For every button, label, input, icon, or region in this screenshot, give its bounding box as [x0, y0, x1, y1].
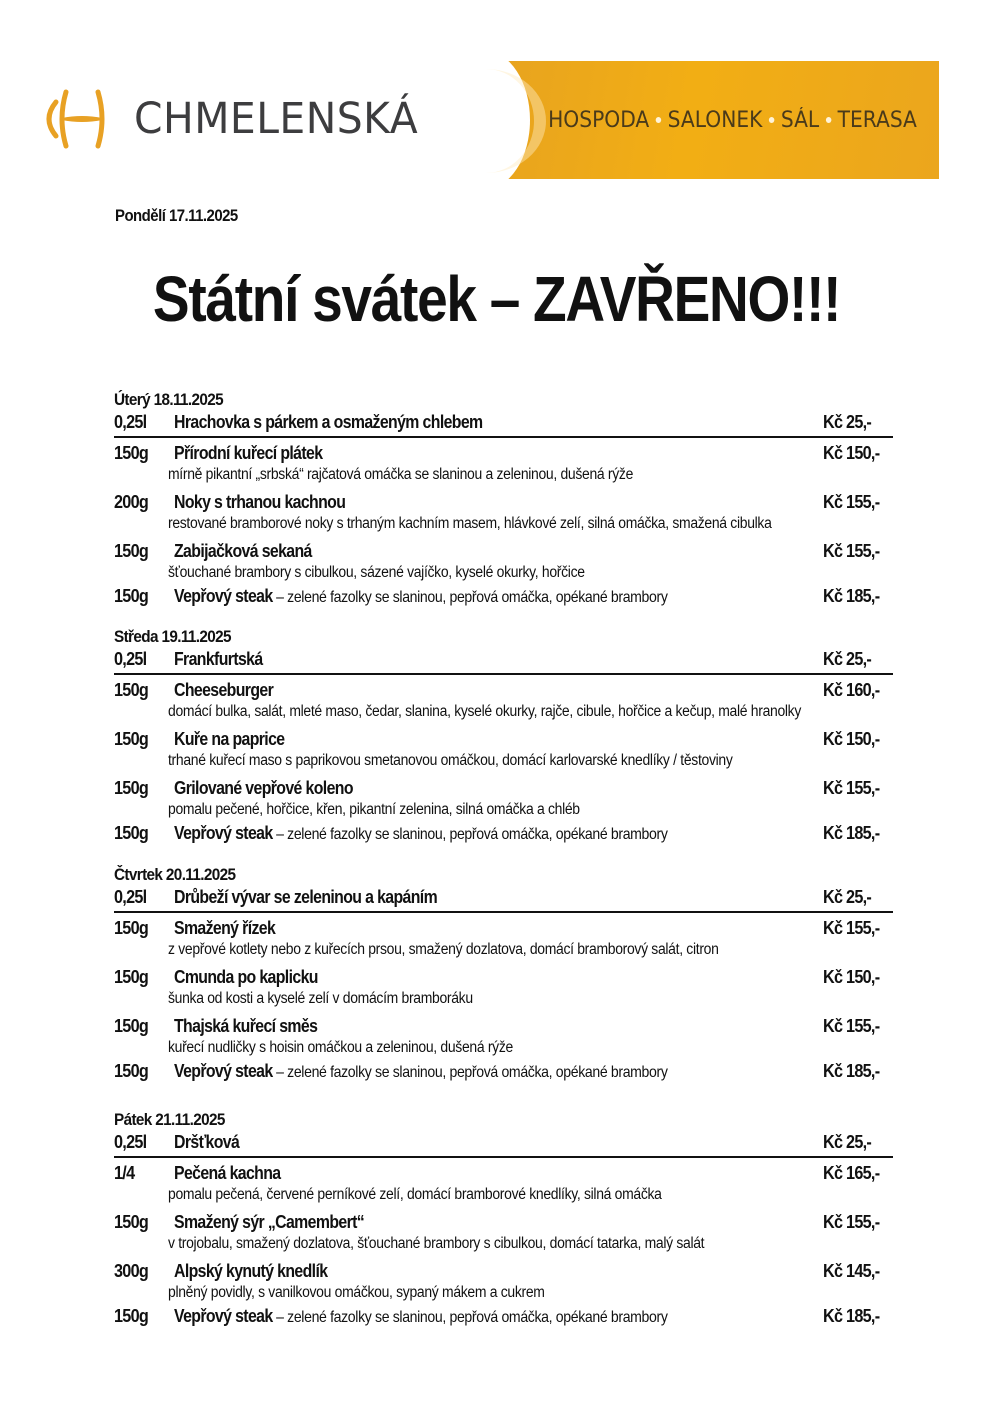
- day-section: [114, 389, 893, 608]
- item-price: Kč 155,-: [823, 778, 880, 798]
- item-name: Vepřový steak: [174, 586, 273, 606]
- item-name: Thajská kuřecí směs: [174, 1016, 318, 1036]
- item-name: Drůbeží vývar se zeleninou a kapáním: [174, 887, 438, 907]
- menu-item: [114, 540, 893, 563]
- item-name: Cheeseburger: [174, 680, 274, 700]
- banner-item: SALONEK: [667, 107, 763, 133]
- item-description: [114, 940, 815, 962]
- item-price: Kč 25,-: [823, 649, 872, 669]
- item-description-text: mírně pikantní „srbská“ rajčatová omáčka se slaninou a zeleninou, dušená rýže: [168, 466, 634, 483]
- item-price: Kč 185,-: [823, 823, 880, 843]
- item-description-text: z vepřové kotlety nebo z kuřecích prsou, smažený dozlatova, domácí bramborový salát, citron: [168, 941, 719, 958]
- item-price: Kč 25,-: [823, 887, 872, 907]
- day-section: [114, 1109, 893, 1328]
- item-price: Kč 150,-: [823, 967, 880, 987]
- item-quantity: 200g: [114, 492, 149, 512]
- day-title: Úterý 18.11.2025: [114, 390, 224, 409]
- item-description-text: plněný povidly, s vanilkovou omáčkou, sypaný mákem a cukrem: [168, 1284, 545, 1301]
- bullet-icon: [826, 117, 832, 123]
- item-description: [114, 751, 815, 773]
- item-price: Kč 155,-: [823, 1016, 880, 1036]
- item-name: Alpský kynutý knedlík: [174, 1261, 328, 1281]
- item-description-text: pomalu pečené, hořčice, křen, pikantní zelenina, silná omáčka a chléb: [168, 801, 580, 818]
- item-quantity: 0,25l: [114, 887, 147, 907]
- menu-item: [114, 917, 893, 940]
- item-price: Kč 160,-: [823, 680, 880, 700]
- item-quantity: 300g: [114, 1261, 149, 1281]
- item-description: – zelené fazolky se slaninou, pepřová omáčka, opékané brambory: [272, 1309, 668, 1326]
- item-name: Hrachovka s párkem a osmaženým chlebem: [174, 412, 483, 432]
- banner-item: TERASA: [837, 107, 917, 133]
- item-quantity: 150g: [114, 729, 149, 749]
- logo-text: CHMELENSKÁ: [134, 94, 419, 144]
- menu-item-steak: [114, 1060, 893, 1083]
- item-description: [114, 514, 815, 536]
- menu-item: [114, 966, 893, 989]
- item-price: Kč 145,-: [823, 1261, 880, 1281]
- item-price: Kč 155,-: [823, 492, 880, 512]
- item-name: Cmunda po kaplicku: [174, 967, 318, 987]
- item-description-text: restované bramborové noky s trhaným kachním masem, hlávkové zelí, silná omáčka, smažená cibulka: [168, 515, 772, 532]
- item-description-text: pomalu pečená, červené perníkové zelí, domácí bramborové knedlíky, silná omáčka: [168, 1186, 662, 1203]
- item-description-text: domácí bulka, salát, mleté maso, čedar, slanina, kyselé okurky, rajče, cibule, hořčice a kečup, malé hranolky: [168, 703, 802, 720]
- item-name: Přírodní kuřecí plátek: [174, 443, 323, 463]
- item-price: Kč 185,-: [823, 1061, 880, 1081]
- item-quantity: 150g: [114, 1212, 149, 1232]
- menu-item-steak: [114, 1305, 893, 1328]
- item-name: Grilované vepřové koleno: [174, 778, 353, 798]
- item-quantity: 150g: [114, 443, 149, 463]
- bullet-icon: [656, 117, 662, 123]
- item-name-with-description: [174, 1060, 668, 1084]
- soup-row: [114, 648, 893, 675]
- day-title: Pátek 21.11.2025: [114, 1110, 225, 1129]
- item-description: [114, 1283, 815, 1305]
- bullet-icon: [769, 117, 775, 123]
- item-description: [114, 989, 815, 1011]
- item-description-text: šunka od kosti a kyselé zelí v domácím bramboráku: [168, 990, 473, 1007]
- menu-item: [114, 442, 893, 465]
- item-quantity: 0,25l: [114, 412, 147, 432]
- item-price: Kč 155,-: [823, 541, 880, 561]
- item-name: Vepřový steak: [174, 1306, 273, 1326]
- item-name-with-description: [174, 1305, 668, 1329]
- header-banner: [486, 61, 939, 179]
- item-quantity: 150g: [114, 586, 149, 606]
- item-name: Dršťková: [174, 1132, 240, 1152]
- item-description-text: v trojobalu, smažený dozlatova, šťouchané brambory s cibulkou, domácí tatarka, malý salát: [168, 1235, 705, 1252]
- menu-item: [114, 1260, 893, 1283]
- item-description: [114, 563, 815, 585]
- item-price: Kč 25,-: [823, 1132, 872, 1152]
- day-section: [114, 864, 893, 1083]
- item-quantity: 150g: [114, 778, 149, 798]
- item-quantity: 150g: [114, 918, 149, 938]
- hop-logo-icon: [40, 88, 116, 150]
- banner-arc-decoration: [486, 69, 546, 173]
- menu-item-steak: [114, 822, 893, 845]
- item-description: – zelené fazolky se slaninou, pepřová omáčka, opékané brambory: [272, 1064, 668, 1081]
- item-price: Kč 165,-: [823, 1163, 880, 1183]
- menu-item: [114, 1162, 893, 1185]
- menu-item-steak: [114, 585, 893, 608]
- item-price: Kč 25,-: [823, 412, 872, 432]
- banner-text: [543, 61, 923, 179]
- item-name: Frankfurtská: [174, 649, 263, 669]
- item-description-text: trhané kuřecí maso s paprikovou smetanovou omáčkou, domácí karlovarské knedlíky / těstoviny: [168, 752, 733, 769]
- item-description-text: šťouchané brambory s cibulkou, sázené vajíčko, kyselé okurky, hořčice: [168, 564, 585, 581]
- item-quantity: 150g: [114, 541, 149, 561]
- item-price: Kč 155,-: [823, 918, 880, 938]
- item-price: Kč 150,-: [823, 729, 880, 749]
- item-name: Smažený sýr „Camembert“: [174, 1212, 365, 1232]
- item-name: Vepřový steak: [174, 1061, 273, 1081]
- menu-item: [114, 1015, 893, 1038]
- menu-item: [114, 728, 893, 751]
- closed-notice: [0, 262, 993, 336]
- item-price: Kč 150,-: [823, 443, 880, 463]
- monday-date: Pondělí 17.11.2025: [115, 206, 238, 225]
- item-description: – zelené fazolky se slaninou, pepřová omáčka, opékané brambory: [272, 826, 668, 843]
- item-price: Kč 155,-: [823, 1212, 880, 1232]
- item-quantity: 150g: [114, 967, 149, 987]
- item-quantity: 150g: [114, 823, 149, 843]
- item-description: – zelené fazolky se slaninou, pepřová omáčka, opékané brambory: [272, 589, 668, 606]
- item-description: [114, 1038, 815, 1060]
- item-name-with-description: [174, 822, 668, 846]
- item-description: [114, 702, 815, 724]
- menu-item: [114, 491, 893, 514]
- item-quantity: 150g: [114, 1016, 149, 1036]
- day-title: Středa 19.11.2025: [114, 627, 231, 646]
- item-description: [114, 800, 815, 822]
- item-name: Zabijačková sekaná: [174, 541, 312, 561]
- day-section: [114, 626, 893, 845]
- item-name: Kuře na paprice: [174, 729, 285, 749]
- item-quantity: 150g: [114, 1306, 149, 1326]
- item-description: [114, 1234, 815, 1256]
- item-quantity: 150g: [114, 680, 149, 700]
- item-name: Noky s trhanou kachnou: [174, 492, 346, 512]
- item-price: Kč 185,-: [823, 1306, 880, 1326]
- item-description: [114, 1185, 815, 1207]
- banner-item: HOSPODA: [548, 107, 650, 133]
- item-quantity: 0,25l: [114, 649, 147, 669]
- logo: [40, 88, 433, 150]
- item-name: Smažený řízek: [174, 918, 276, 938]
- item-name: Pečená kachna: [174, 1163, 281, 1183]
- item-description-text: kuřecí nudličky s hoisin omáčkou a zeleninou, dušená rýže: [168, 1039, 513, 1056]
- item-description: [114, 465, 815, 487]
- item-name-with-description: [174, 585, 668, 609]
- item-name: Vepřový steak: [174, 823, 273, 843]
- day-title: Čtvrtek 20.11.2025: [114, 865, 236, 884]
- item-price: Kč 185,-: [823, 586, 880, 606]
- item-quantity: 150g: [114, 1061, 149, 1081]
- item-quantity: 0,25l: [114, 1132, 147, 1152]
- item-quantity: 1/4: [114, 1163, 135, 1183]
- menu-item: [114, 777, 893, 800]
- menu-item: [114, 1211, 893, 1234]
- soup-row: [114, 411, 893, 438]
- banner-item: SÁL: [780, 107, 820, 133]
- closed-notice-text: Státní svátek – ZAVŘENO!!!: [152, 263, 841, 335]
- soup-row: [114, 1131, 893, 1158]
- menu-item: [114, 679, 893, 702]
- soup-row: [114, 886, 893, 913]
